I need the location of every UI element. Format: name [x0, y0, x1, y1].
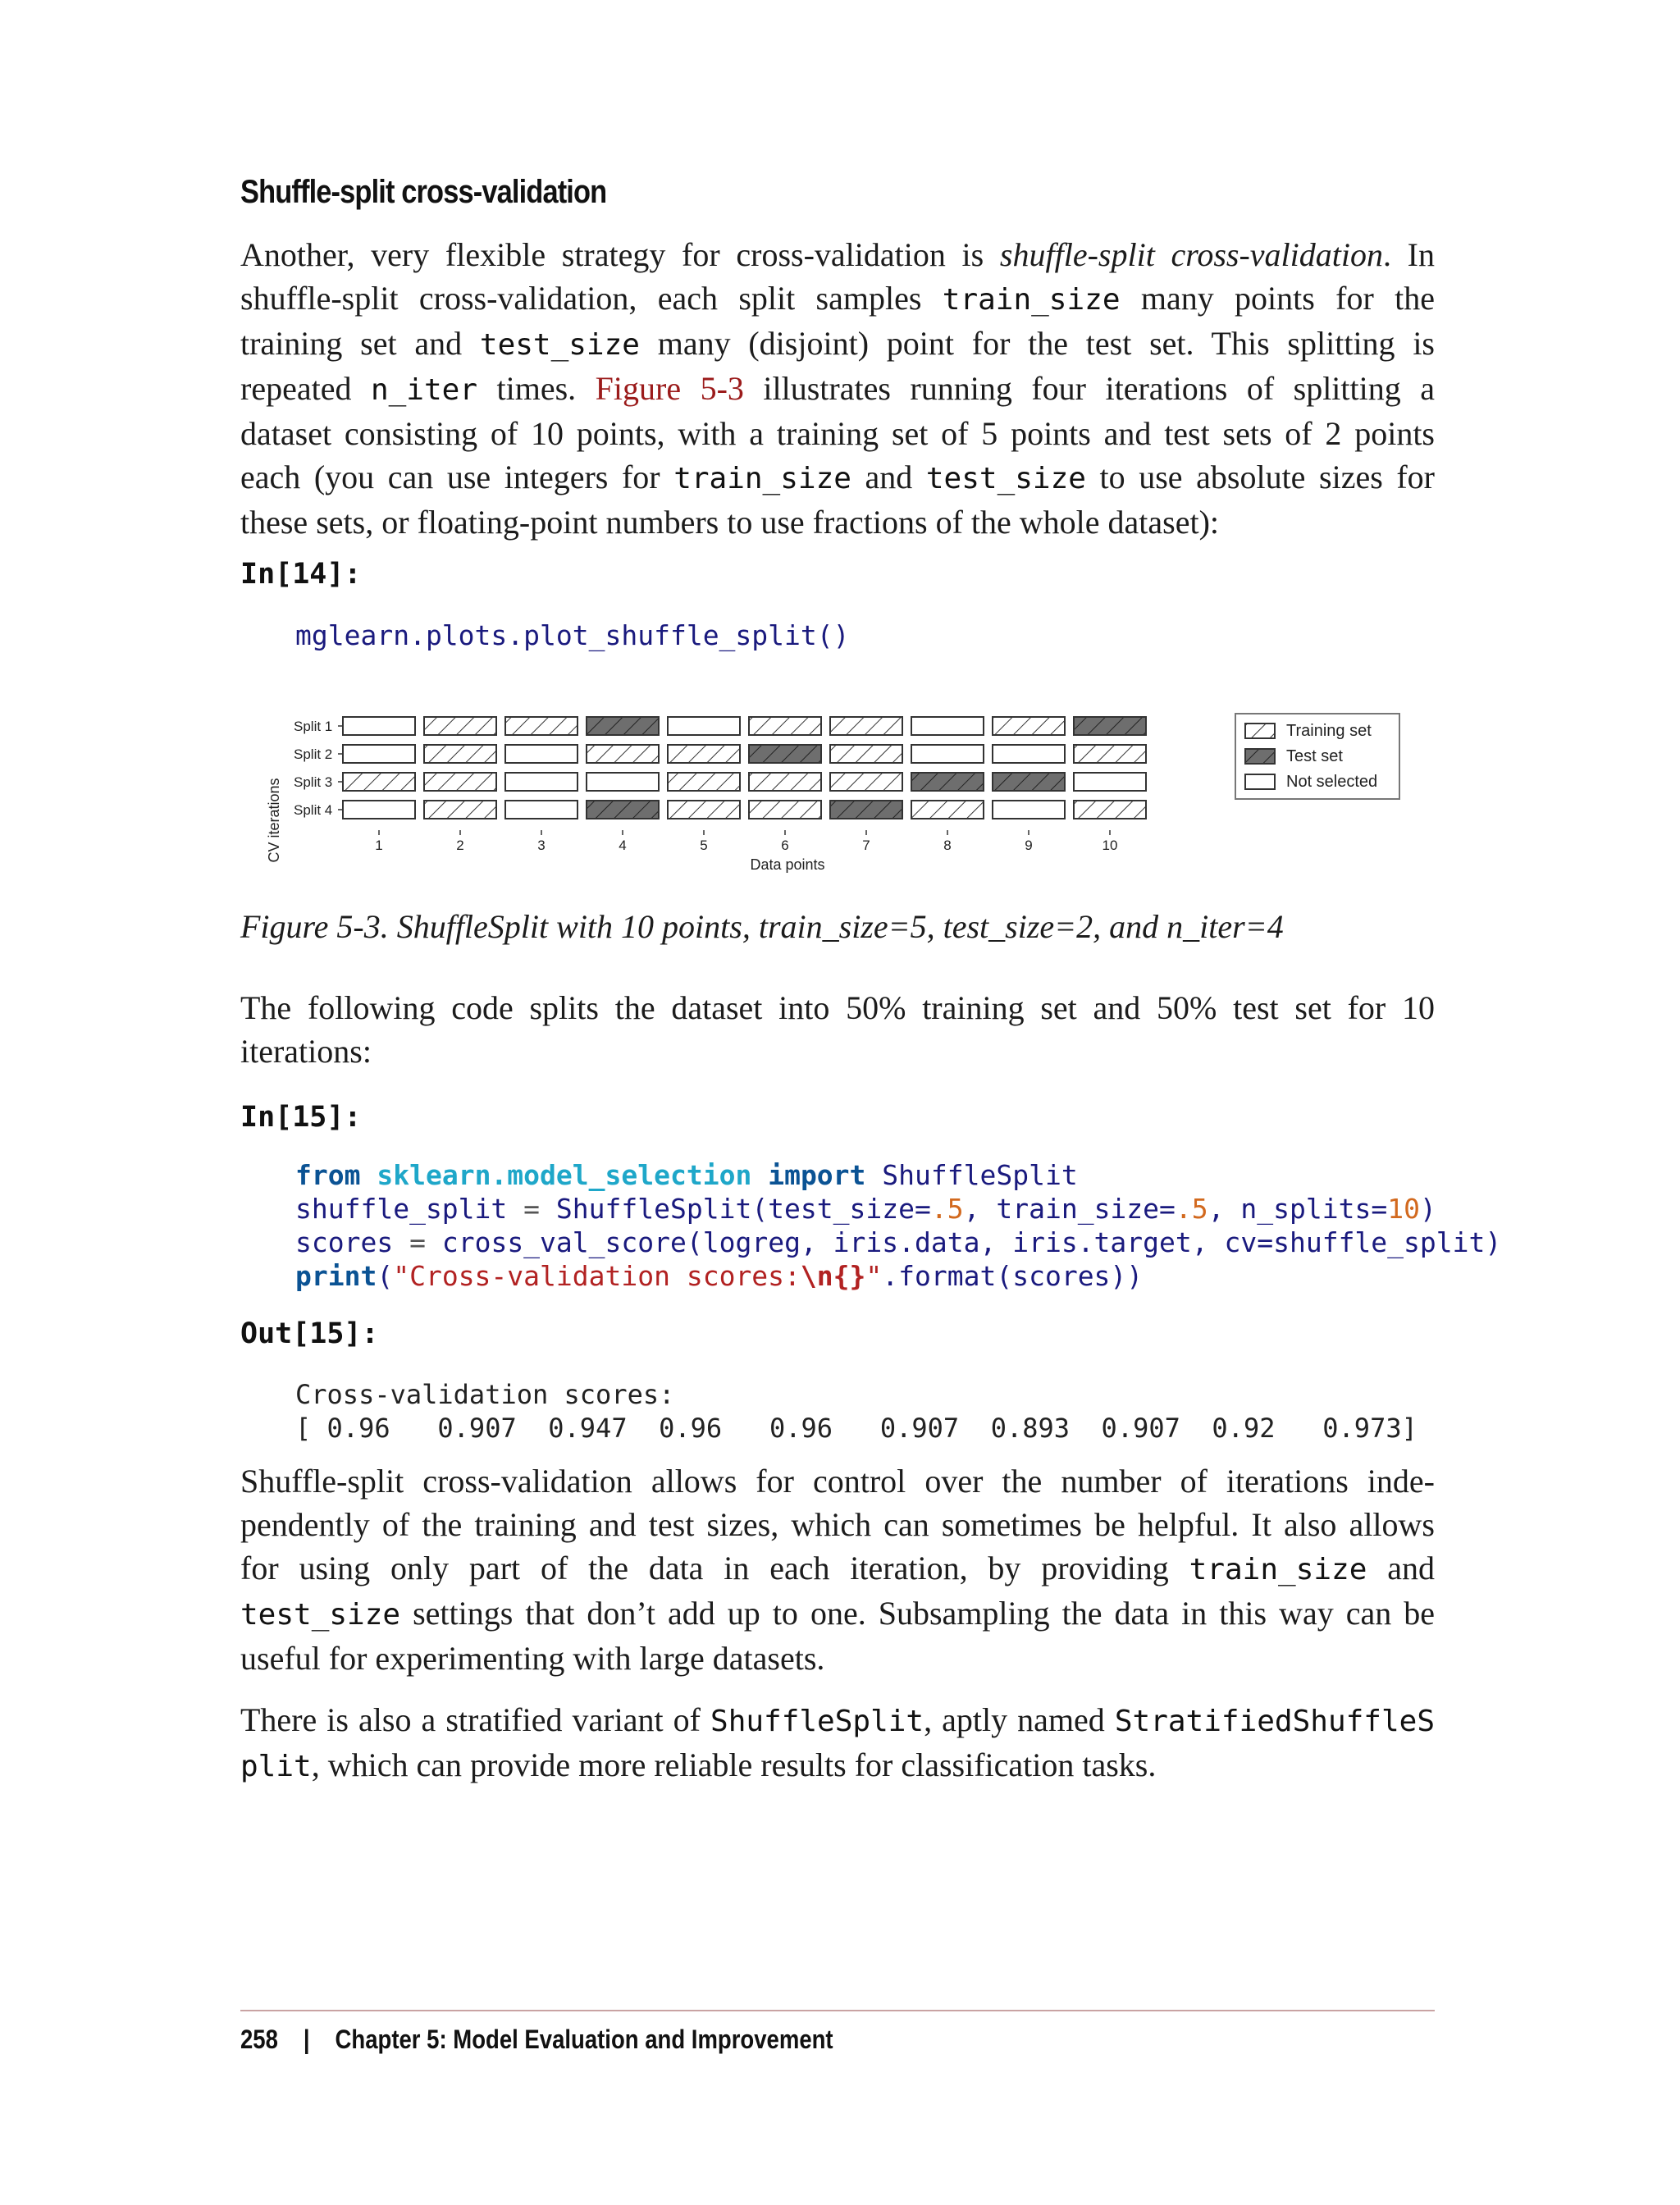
paragraph-code-intro: The following code splits the dataset into 50% training set and 50% test set for 10 iterations: [240, 989, 1435, 1070]
cell-not [343, 801, 415, 819]
x-tick-label: 3 [537, 838, 546, 853]
input-prompt-15: In[15]: [240, 1101, 362, 1134]
cell-train [911, 801, 984, 819]
cell-train [668, 745, 740, 763]
cell-test [830, 801, 902, 819]
cell-train [424, 717, 496, 735]
footer-rule [240, 2010, 1435, 2011]
cell-train [830, 745, 902, 763]
cell-train [830, 773, 902, 791]
cell-train [505, 717, 578, 735]
cell-test [587, 801, 659, 819]
cell-train [668, 773, 740, 791]
cell-train [749, 773, 821, 791]
x-tick-label: 2 [456, 838, 464, 853]
chapter-title: Chapter 5: Model Evaluation and Improvement [335, 2025, 833, 2054]
cell-train [993, 717, 1065, 735]
input-prompt-14: In[14]: [240, 558, 362, 591]
x-tick-label: 4 [619, 838, 627, 853]
paragraph-stratified: There is also a stratified variant of ShuffleSplit, aptly named StratifiedShuffleS plit, which can provide more reliable results for classification tasks. [240, 1701, 1435, 1783]
cell-train [749, 801, 821, 819]
x-tick-label: 7 [862, 838, 870, 853]
split-grid [343, 717, 1146, 819]
code-cell-14: mglearn.plots.plot_shuffle_split() [295, 619, 850, 651]
paragraph-shuffle-split-benefits: Shuffle-split cross-validation allows for control over the number of iterations inde- pendently of the training and test sizes, which can sometimes be helpful. It also allows for using only part of the data in each iteration, by providing train_size and test_size settings that don’t add up to one. Subsampling the data in this way can be useful for experimenting with large datasets. [240, 1463, 1435, 1677]
legend-swatch-not-selected [1245, 774, 1275, 789]
x-tick-label: 5 [700, 838, 708, 853]
legend-swatch-training [1245, 724, 1275, 738]
cell-train [1074, 745, 1146, 763]
cell-not [911, 745, 984, 763]
cell-train [1074, 801, 1146, 819]
cell-train [830, 717, 902, 735]
cell-not [911, 717, 984, 735]
page-footer [240, 2025, 833, 2055]
x-tick-label: 10 [1102, 838, 1118, 853]
x-axis-label: Data points [750, 856, 825, 873]
cell-test [587, 717, 659, 735]
page-number: 258 [240, 2025, 278, 2054]
legend-label-not-selected: Not selected [1286, 773, 1378, 791]
output-prompt-15: Out[15]: [240, 1317, 379, 1350]
shuffle-split-figure [262, 705, 1427, 886]
x-tick-label: 8 [943, 838, 952, 853]
legend-label-training: Training set [1286, 722, 1372, 740]
section-title: Shuffle-split cross-validation [240, 174, 607, 210]
cell-not [993, 745, 1065, 763]
split-label-4: Split 4 [294, 802, 333, 818]
x-tick-label: 6 [781, 838, 789, 853]
cell-not [505, 801, 578, 819]
split-label-2: Split 2 [294, 746, 333, 762]
cell-not [505, 745, 578, 763]
x-axis-ticks [375, 830, 1117, 853]
split-labels [294, 719, 343, 818]
figure-caption: Figure 5-3. ShuffleSplit with 10 points, train_size=5, test_size=2, and n_iter=4 [240, 908, 1284, 945]
y-axis-label: CV iterations [266, 778, 282, 863]
cell-train [668, 801, 740, 819]
split-label-1: Split 1 [294, 719, 333, 734]
cell-test [749, 745, 821, 763]
footer-separator: | [303, 2025, 310, 2054]
cell-test [1074, 717, 1146, 735]
legend-swatch-test [1245, 749, 1275, 764]
cell-train [424, 773, 496, 791]
cell-train [424, 745, 496, 763]
code-cell-15: from sklearn.model_selection import ShuffleSplit shuffle_split = ShuffleSplit(test_size=.5, train_size=.5, n_splits=10) scores = cross_val_score(logreg, iris.data, iris.target, cv=shuffle_split) print("Cross-validation scores:\n{}".format(scores)) [295, 1159, 1502, 1292]
x-tick-label: 1 [375, 838, 383, 853]
output-cell-15: Cross-validation scores: [ 0.96 0.907 0.947 0.96 0.96 0.907 0.893 0.907 0.92 0.973] [295, 1379, 1418, 1444]
cell-not [343, 717, 415, 735]
x-tick-label: 9 [1025, 838, 1033, 853]
figure-link[interactable]: Figure 5-3 [595, 370, 744, 407]
cell-not [993, 801, 1065, 819]
cell-not [505, 773, 578, 791]
cell-train [587, 745, 659, 763]
cell-test [993, 773, 1065, 791]
cell-not [1074, 773, 1146, 791]
cell-not [668, 717, 740, 735]
paragraph-intro: Another, very flexible strategy for cross-validation is shuffle-split cross-validation. In shuffle-split cross-validation, each split samples train_size many points for the training set and test_size many (disjoint) point for the test set. This splitting is repeated n_iter times. Figure 5-3 illustrates running four iterations of splitting a dataset consisting of 10 points, with a training set of 5 points and test sets of 2 points each (you can use integers for train_size and test_size to use absolute sizes for these sets, or floating-point numbers to use fractions of the whole dataset): [240, 236, 1436, 541]
legend [1235, 714, 1399, 799]
cell-test [911, 773, 984, 791]
cell-train [749, 717, 821, 735]
cell-not [343, 745, 415, 763]
cell-not [587, 773, 659, 791]
split-label-3: Split 3 [294, 774, 333, 790]
cell-train [343, 773, 415, 791]
legend-label-test: Test set [1286, 747, 1343, 765]
cell-train [424, 801, 496, 819]
